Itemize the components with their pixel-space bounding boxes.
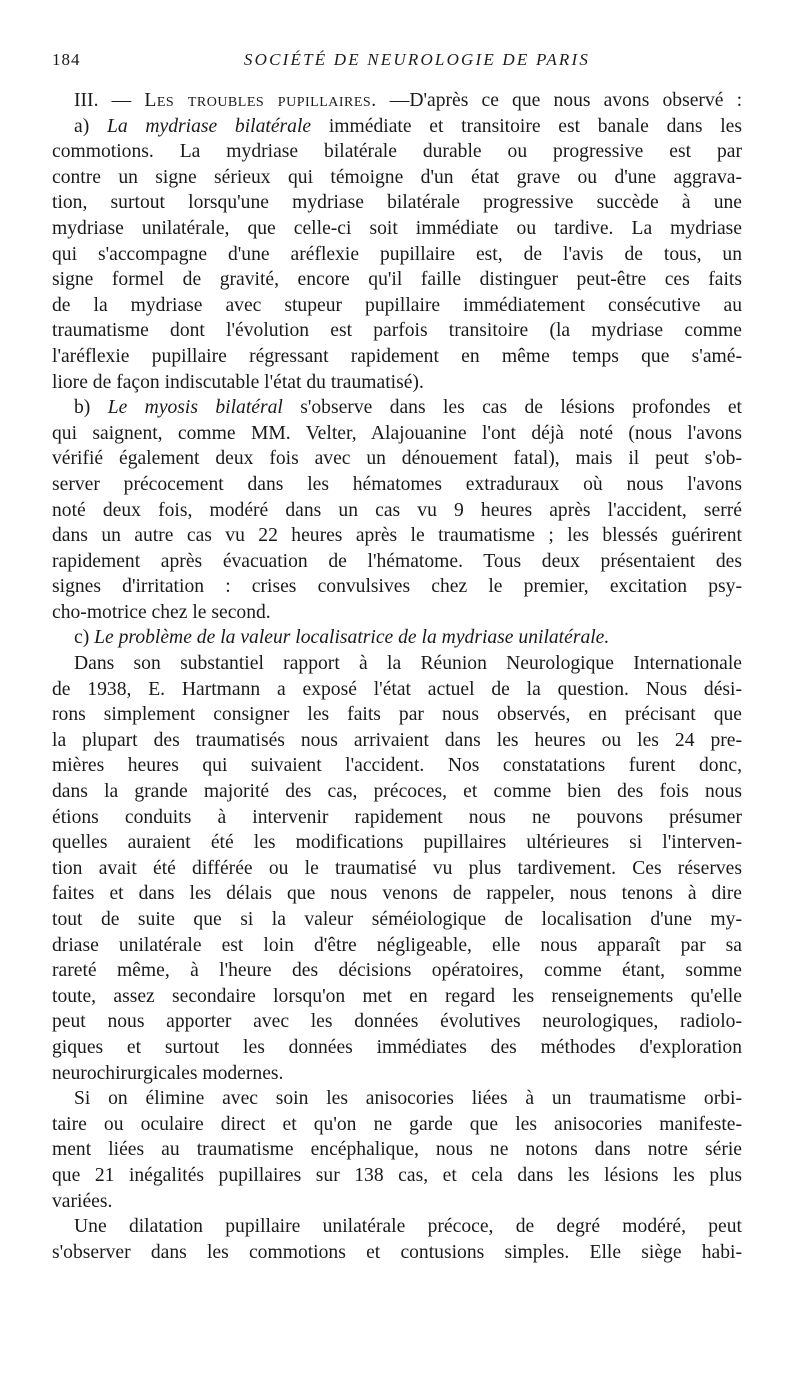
text-line: traumatisme dont l'évolution est parfois transitoire (la mydriase comme (52, 320, 742, 342)
section-heading-line (52, 88, 742, 114)
text-line: rons simplement consigner les faits par nous observés, en précisant que (52, 704, 742, 726)
text-line: signes d'irritation : crises convulsives chez le premier, excitation psy- (52, 576, 742, 598)
text-line: server précocement dans les hématomes extraduraux où nous l'avons (52, 473, 742, 495)
text-line: toute, assez secondaire lorsqu'on met en regard les renseignements qu'elle (52, 985, 742, 1007)
text-line: tion avait été différée ou le traumatisé vu plus tardivement. Ces réserves (52, 857, 742, 879)
page-number: 184 (52, 50, 81, 69)
text-line: signe formel de gravité, encore qu'il faille distinguer peut-être ces faits (52, 269, 742, 291)
text-line: qui saignent, comme MM. Velter, Alajouanine l'ont déjà noté (nous l'avons (52, 422, 742, 444)
section-title: Les troubles pupillaires. (144, 90, 377, 111)
text-line: ment liées au traumatisme encéphalique, nous ne notons dans notre série (52, 1139, 742, 1161)
text-line-end: s'observe dans les cas de lésions profondes et (300, 397, 743, 419)
text-line: dans la grande majorité des cas, précoces, et comme bien des fois nous (52, 781, 742, 803)
paragraph-title: Le problème de la valeur localisatrice de la mydriase unilatérale. (94, 627, 610, 649)
text-line: variées. (52, 1190, 113, 1212)
text-line: quelles auraient été les modifications pupillaires ultérieures si l'interven- (52, 832, 742, 854)
paragraph-label: c) (74, 627, 90, 649)
text-line: Dans son substantiel rapport à la Réunion Neurologique Internationale (74, 653, 742, 675)
text-line: tout de suite que si la valeur séméiologique de localisation d'une my- (52, 909, 742, 930)
running-title: SOCIÉTÉ DE NEUROLOGIE DE PARIS (243, 50, 591, 69)
text-line: liore de façon indiscutable l'état du traumatisé). (52, 371, 424, 393)
text-line: rapidement après évacuation de l'hématome. Tous deux présentaient des (52, 550, 742, 572)
body-text (52, 88, 742, 1265)
text-line: mières heures qui suivaient l'accident. Nos constatations furent donc, (52, 755, 742, 777)
text-line: taire ou oculaire direct et qu'on ne garde que les anisocories manifeste- (52, 1113, 742, 1135)
text-line: Une dilatation pupillaire unilatérale précoce, de degré modéré, peut (74, 1216, 742, 1238)
text-line-end: immédiate et transitoire est banale dans les (328, 115, 742, 137)
section-intro: —D'après ce que nous avons observé : (389, 90, 743, 111)
text-line: Si on élimine avec soin les anisocories liées à un traumatisme orbi- (74, 1088, 742, 1110)
text-line: vérifié également deux fois avec un dénouement fatal), mais il peut s'ob- (52, 448, 742, 470)
text-line (52, 114, 742, 140)
text-line: cho-motrice chez le second. (52, 601, 271, 623)
page-header (52, 50, 742, 74)
text-line: que 21 inégalités pupillaires sur 138 cas, et cela dans les lésions les plus (52, 1164, 742, 1186)
text-line: peut nous apporter avec les données évolutives neurologiques, radiolo- (52, 1011, 742, 1033)
text-line: commotions. La mydriase bilatérale durable ou progressive est par (52, 141, 742, 163)
text-line: de la mydriase avec stupeur pupillaire immédiatement consécutive au (52, 294, 742, 316)
section-number: III. — (74, 90, 132, 111)
text-line: étions conduits à intervenir rapidement nous ne pouvons présumer (52, 806, 742, 828)
paragraph-label: a) (74, 115, 90, 137)
text-line: s'observer dans les commotions et contusions simples. Elle siège habi- (52, 1241, 742, 1263)
text-line: faites et dans les délais que nous venons de rappeler, nous tenons à dire (52, 883, 742, 905)
text-line: driase unilatérale est loin d'être négligeable, elle nous apparaît par sa (52, 934, 742, 956)
text-line: neurochirurgicales modernes. (52, 1062, 284, 1084)
text-line: de 1938, E. Hartmann a exposé l'état actuel de la question. Nous dési- (52, 678, 742, 700)
paragraph-title: Le myosis bilatéral (107, 397, 283, 419)
text-line: rareté même, à l'heure des décisions opératoires, comme étant, somme (52, 960, 742, 982)
text-line: giques et surtout les données immédiates des méthodes d'exploration (52, 1036, 742, 1058)
text-line: contre un signe sérieux qui témoigne d'un état grave ou d'une aggrava- (52, 166, 742, 188)
text-line: tion, surtout lorsqu'une mydriase bilatérale progressive succède à une (52, 192, 742, 214)
paragraph-label: b) (74, 397, 91, 419)
text-line: mydriase unilatérale, que celle-ci soit immédiate ou tardive. La mydriase (52, 217, 742, 239)
text-line: dans un autre cas vu 22 heures après le traumatisme ; les blessés guérirent (52, 525, 742, 547)
text-line: l'aréflexie pupillaire régressant rapidement en même temps que s'amé- (52, 345, 742, 367)
text-line (52, 395, 742, 421)
text-line: la plupart des traumatisés nous arrivaient dans les heures ou les 24 pre- (52, 729, 742, 751)
paragraph-title: La mydriase bilatérale (106, 115, 312, 137)
text-line: qui s'accompagne d'une aréflexie pupillaire est, de l'avis de tous, un (52, 243, 742, 265)
text-line (52, 625, 742, 651)
text-line: noté deux fois, modéré dans un cas vu 9 heures après l'accident, serré (52, 499, 742, 521)
